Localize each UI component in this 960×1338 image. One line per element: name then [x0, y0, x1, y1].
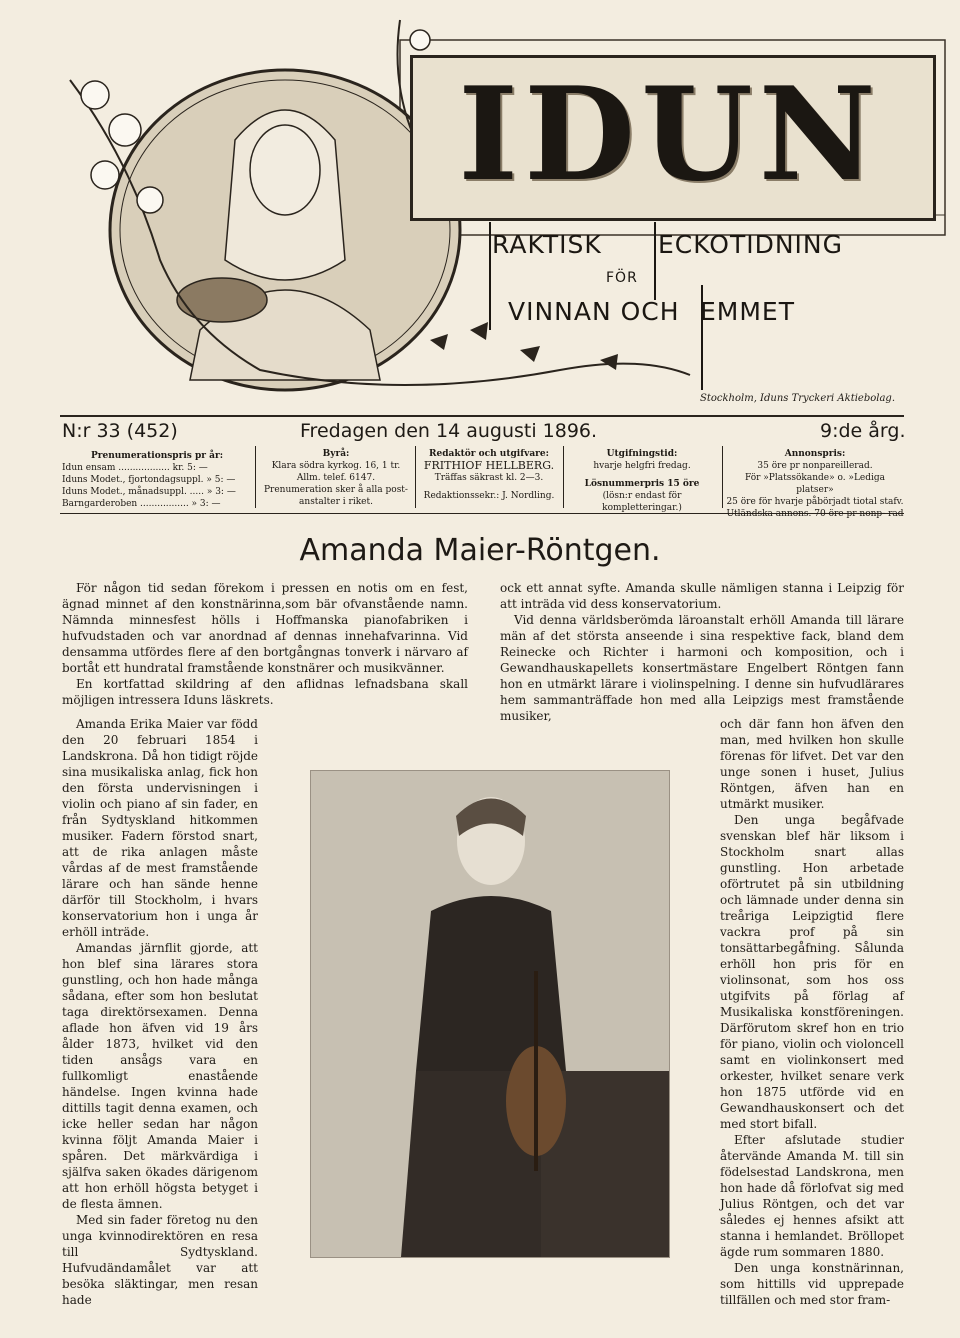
subscription-row: Barngarderoben ................. » 3: — — [62, 499, 221, 509]
intro-paragraph-2: En kortfattad skildring af den aflidnas lefnadsbana skall möjligen intressera Iduns läskrets. — [62, 677, 468, 707]
editor-name: FRITHIOF HELLBERG. — [423, 459, 555, 472]
issue-year: 9:de årg. — [820, 420, 906, 442]
subscription-row: Idun ensam .................. kr. 5: — — [62, 463, 208, 473]
subscription-row: Iduns Modet., månadsuppl. ..... » 3: — — [62, 487, 236, 497]
article-left-column — [62, 716, 258, 1308]
divider — [415, 446, 416, 508]
left-paragraph-3: Med sin fader företog nu den unga kvinnodirektören en resa till Sydtyskland. Hufvudändamålet var att besöka släktingar, men resan hade — [62, 1213, 258, 1307]
publication-heading: Utgifningstid: — [606, 449, 678, 459]
portrait-photo — [310, 770, 670, 1258]
tagline-hemmet: EMMET — [700, 297, 796, 326]
right-narrow-paragraph: och där fann hon äfven den man, med hvilken hon skulle förenas för lifvet. Det var den unge sonen i huset, Julius Röntgen, äfven han en utmärkt musiker. — [720, 717, 904, 811]
tagline-veckotidning: ECKOTIDNING — [658, 230, 843, 259]
editor-secretary: Redaktionssekr.: J. Nordling. — [423, 491, 555, 501]
ads-positions-price: 25 öre för hvarje påbörjadt tiotal stafv. — [726, 497, 904, 507]
editor-heading: Redaktör och utgifvare: — [429, 449, 549, 459]
editor-box — [418, 448, 560, 502]
masthead-title: IDUN — [458, 60, 882, 210]
subscription-row: Iduns Modet., fjortondagsuppl. » 5: — — [62, 475, 236, 485]
printer-note: Stockholm, Iduns Tryckeri Aktiebolag. — [700, 393, 896, 404]
office-heading: Byrå: — [322, 449, 350, 459]
ads-heading: Annonspris: — [784, 449, 846, 459]
masthead — [0, 0, 960, 420]
issue-date: Fredagen den 14 augusti 1896. — [300, 420, 598, 442]
office-phone: Allm. telef. 6147. — [296, 473, 376, 483]
left-paragraph-2: Amandas järnflit gjorde, att hon blef sina lärares stora gunstling, och hon hade många sådana, efter som hon beslutat taga direktörsexamen. Denna aflade hon äfven vid 19 års ålder 1873, hvilket vid den tiden ansågs vara en fullkomligt enastående händelse. Ingen kvinna hade dittills tagit denna examen, och icke heller sedan har någon kvinna följt Amanda Maier i spåren. Det märkvärdiga i själfva saken ökades därigenom att hon erhöll högsta betyget i de flesta ämnen. — [62, 941, 258, 1211]
tagline-kvinnan: VINNAN OCH — [508, 297, 680, 326]
right-paragraph: ock ett annat syfte. Amanda skulle nämligen stanna i Leipzig för att inträda vid dess konservatorium. — [500, 581, 904, 611]
single-issue-note: (lösn:r endast för kompletteringar.) — [602, 491, 682, 513]
article-title: Amanda Maier-Röntgen. — [299, 533, 661, 568]
publication-box — [566, 448, 718, 514]
ads-foreign: Utländska annons. 70 öre pr nonp- rad — [726, 509, 904, 519]
intro-paragraph: För någon tid sedan förekom i pressen en notis om en fest, ägnad minnet af den konstnärinna,som bär ofvanstående namn. Nämnda minnesfest hölls i Hoffmanska pianofabriken i hufvudstaden och var anordnad af dennas innehafvarinna. Vid densamma utfördes flere af den bortgångnas tonverk i närvaro af bortåt ett hundratal framstående konstnärer och musikvänner. — [62, 581, 468, 675]
office-note: Prenumeration sker å alla post- — [264, 485, 408, 495]
article-right-column — [720, 716, 904, 1308]
divider — [722, 446, 723, 508]
ads-box — [725, 448, 905, 520]
subscription-heading: Prenumerationspris pr år: — [90, 451, 224, 461]
office-address: Klara södra kyrkog. 16, 1 tr. — [271, 461, 401, 471]
issue-number: N:r 33 (452) — [62, 420, 178, 442]
right-narrow-paragraph-2: Den unga begåfvade svenskan blef här liksom i Stockholm snart allas gunstling. Hon arbetade oförtrutet på sin utbildning och lämnade under denna sin treåriga Leipzigtid flere vackra prof på sin tonsättarbegåfning. Sålunda erhöll hon pris för en violinsonat, som hos oss utgifvits på förlag af Musikaliska konstföreningen. Därförutom skref hon en trio för piano, violin och violoncell samt en violinkonsert med orkester, hvilket senare verk hon 1875 utförde vid en Gewandhauskonsert och det med stort bifall. — [720, 813, 904, 1131]
article-right-top — [500, 580, 904, 724]
divider — [563, 446, 564, 508]
right-paragraph-2: Vid denna världsberömda läroanstalt erhöll Amanda till lärare män af det största anseende i sina respektive fack, bland dem Reinecke och Richter i harmoni och komposition, och i Gewandhauskapellets konsertmästare Engelbert Röntgen fann hon en utmärkt lärare i violinspelning. I denne sin hufvudlärares hem sammanträffade hon med alla Leipzigs mest framstående musiker, — [500, 613, 904, 723]
publication-schedule: hvarje helgfri fredag. — [593, 461, 691, 471]
office-box — [260, 448, 412, 508]
subscription-box — [62, 450, 252, 510]
portrait-figure — [311, 771, 669, 1257]
ads-positions: För »Platssökande» o. »Lediga platser» — [744, 473, 886, 495]
article-intro — [62, 580, 468, 708]
right-narrow-paragraph-4: Den unga konstnärinnan, som hittills vid upprepade tillfällen och med stor fram- — [720, 1261, 904, 1307]
tagline-for: FÖR — [606, 270, 638, 286]
ads-price: 35 öre pr nonpareillerad. — [757, 461, 873, 471]
right-narrow-paragraph-3: Efter afslutade studier återvände Amanda M. till sin födelsestad Landskrona, men hon hade då förlofvat sig med Julius Röntgen, och det var således ej hennes afsikt att stanna i hemlandet. Bröllopet ägde rum sommaren 1880. — [720, 1133, 904, 1259]
single-issue-price: Lösnummerpris 15 öre — [584, 479, 700, 489]
left-paragraph: Amanda Erika Maier var född den 20 februari 1854 i Landskrona. Då hon tidigt röjde sina musikaliska anlag, fick hon den första undervisningen i violin och piano af sin fader, en från Sydtyskland hitkommen musiker. Fadern förstod snart, att de rika anlagen måste vårdas af de mest framstående lärare och han sände henne därför till Stockholm, i hvars konservatorium hon i unga år erhöll inträde. — [62, 717, 258, 939]
editor-hours: Träffas säkrast kl. 2—3. — [434, 473, 544, 483]
tagline-praktisk: RAKTISK — [492, 230, 602, 259]
divider — [255, 446, 256, 508]
office-note-2: anstalter i riket. — [299, 497, 373, 507]
